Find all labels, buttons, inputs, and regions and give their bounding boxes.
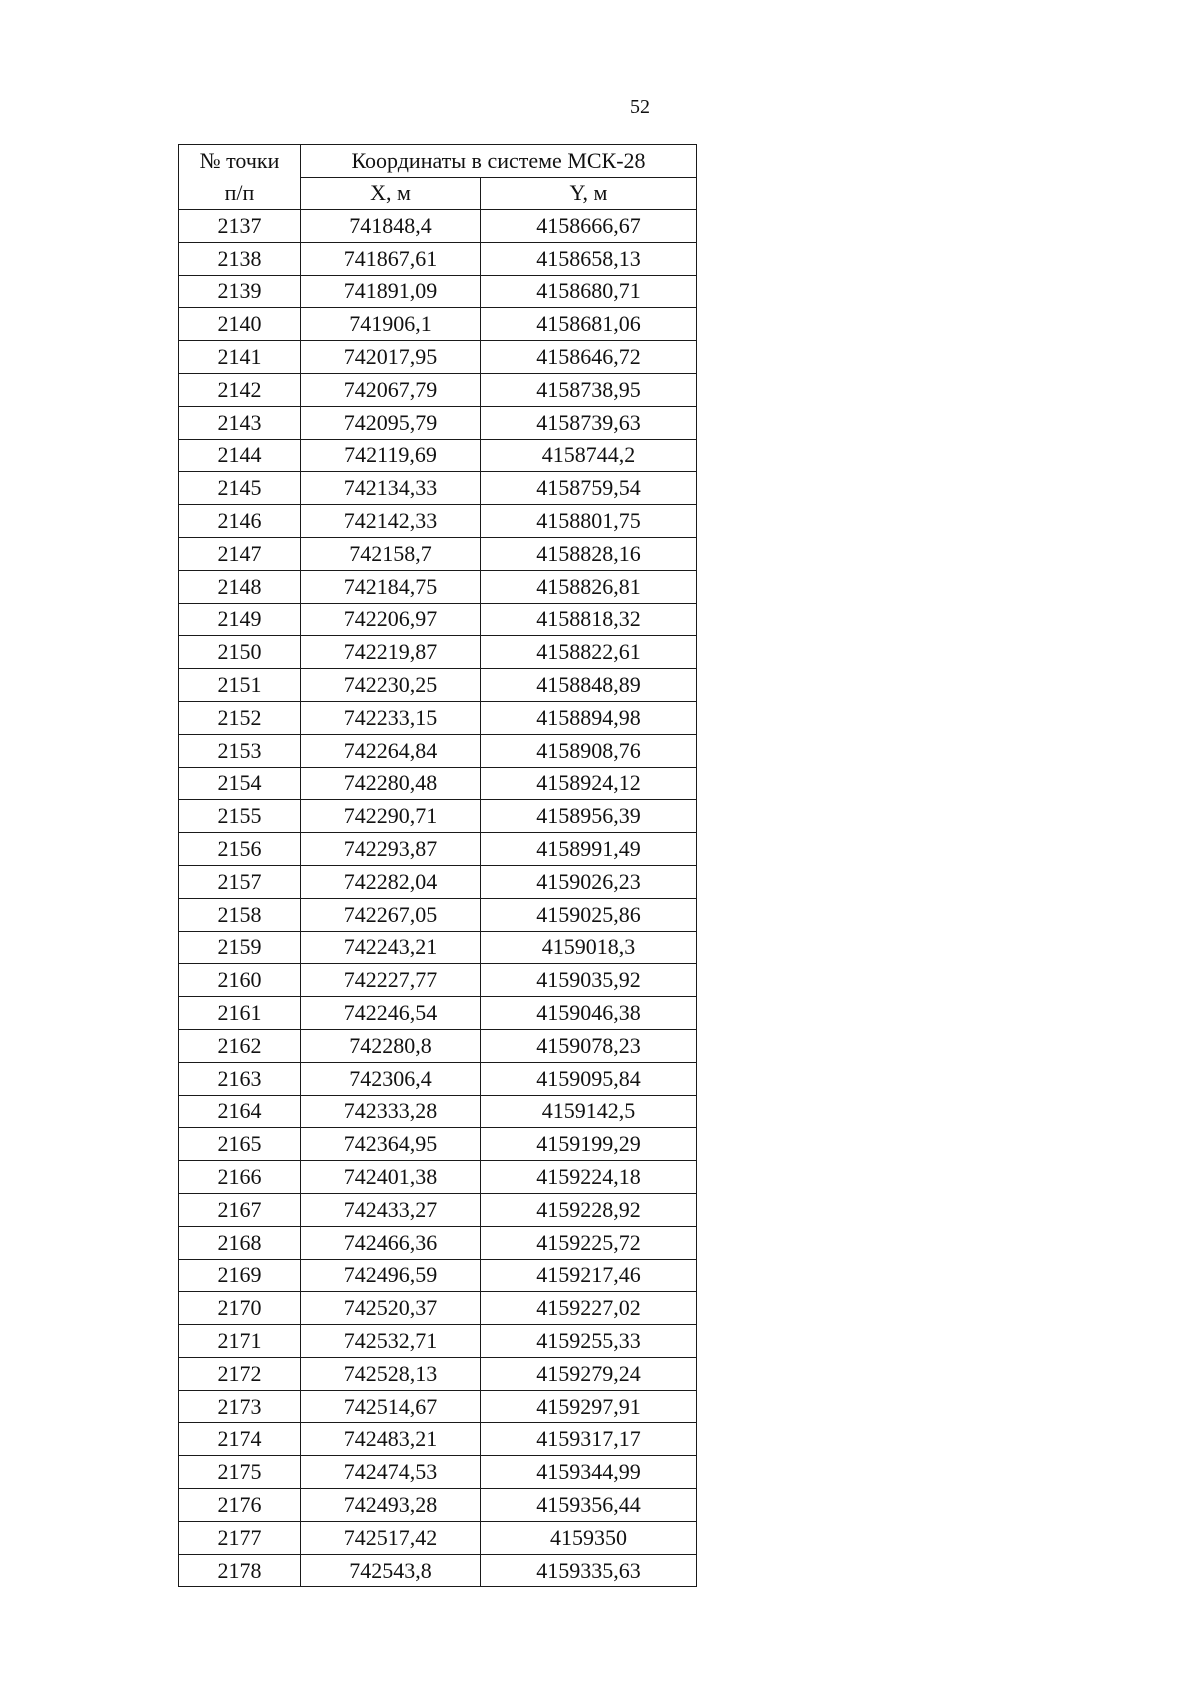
x-coordinate-cell: 742532,71: [301, 1325, 481, 1358]
y-coordinate-cell: 4159255,33: [481, 1325, 697, 1358]
x-coordinate-cell: 741867,61: [301, 242, 481, 275]
x-coordinate-cell: 742230,25: [301, 669, 481, 702]
y-coordinate-cell: 4158759,54: [481, 472, 697, 505]
y-coordinate-cell: 4159356,44: [481, 1489, 697, 1522]
point-number-cell: 2178: [179, 1554, 301, 1587]
table-row: [179, 898, 697, 931]
y-coordinate-cell: 4158991,49: [481, 833, 697, 866]
y-coordinate-cell: 4159095,84: [481, 1062, 697, 1095]
point-number-cell: 2143: [179, 406, 301, 439]
x-coordinate-cell: 742158,7: [301, 537, 481, 570]
y-coordinate-cell: 4158894,98: [481, 701, 697, 734]
table-row: [179, 373, 697, 406]
x-coordinate-cell: 742017,95: [301, 341, 481, 374]
x-coordinate-cell: 742496,59: [301, 1259, 481, 1292]
table-row: [179, 1357, 697, 1390]
point-number-cell: 2138: [179, 242, 301, 275]
coordinates-system-header: Координаты в системе МСК-28: [301, 145, 697, 178]
table-row: [179, 997, 697, 1030]
y-coordinate-cell: 4158681,06: [481, 308, 697, 341]
y-coordinate-cell: 4159297,91: [481, 1390, 697, 1423]
table-body: [179, 210, 697, 1587]
table-row: [179, 1554, 697, 1587]
y-coordinate-cell: 4158680,71: [481, 275, 697, 308]
y-coordinate-cell: 4158738,95: [481, 373, 697, 406]
y-coordinate-cell: 4159078,23: [481, 1029, 697, 1062]
y-coordinate-cell: 4158658,13: [481, 242, 697, 275]
y-coordinate-cell: 4158646,72: [481, 341, 697, 374]
y-coordinate-cell: 4159227,02: [481, 1292, 697, 1325]
point-number-cell: 2148: [179, 570, 301, 603]
table-row: [179, 1489, 697, 1522]
table-row: [179, 603, 697, 636]
y-coordinate-cell: 4159026,23: [481, 865, 697, 898]
point-number-cell: 2164: [179, 1095, 301, 1128]
table-header: [179, 145, 697, 210]
point-number-header-line1: № точки: [199, 148, 280, 173]
y-coordinate-cell: 4159225,72: [481, 1226, 697, 1259]
table-row: [179, 210, 697, 243]
point-number-cell: 2137: [179, 210, 301, 243]
table-row: [179, 1423, 697, 1456]
x-coordinate-cell: 742433,27: [301, 1193, 481, 1226]
table-row: [179, 1456, 697, 1489]
table-row: [179, 537, 697, 570]
point-number-cell: 2173: [179, 1390, 301, 1423]
x-coordinate-cell: 742528,13: [301, 1357, 481, 1390]
y-coordinate-cell: 4159279,24: [481, 1357, 697, 1390]
x-coordinate-cell: 741906,1: [301, 308, 481, 341]
table-row: [179, 1259, 697, 1292]
x-coordinate-cell: 742067,79: [301, 373, 481, 406]
y-column-header: Y, м: [481, 177, 697, 210]
x-coordinate-cell: 742233,15: [301, 701, 481, 734]
table-row: [179, 472, 697, 505]
point-number-cell: 2163: [179, 1062, 301, 1095]
point-number-cell: 2149: [179, 603, 301, 636]
y-coordinate-cell: 4159025,86: [481, 898, 697, 931]
point-number-cell: 2153: [179, 734, 301, 767]
y-coordinate-cell: 4159199,29: [481, 1128, 697, 1161]
point-number-cell: 2162: [179, 1029, 301, 1062]
x-coordinate-cell: 742282,04: [301, 865, 481, 898]
y-coordinate-cell: 4158739,63: [481, 406, 697, 439]
point-number-cell: 2157: [179, 865, 301, 898]
x-coordinate-cell: 742246,54: [301, 997, 481, 1030]
x-column-header: X, м: [301, 177, 481, 210]
point-number-cell: 2167: [179, 1193, 301, 1226]
x-coordinate-cell: 741891,09: [301, 275, 481, 308]
table-row: [179, 1292, 697, 1325]
x-coordinate-cell: 742483,21: [301, 1423, 481, 1456]
y-coordinate-cell: 4158822,61: [481, 636, 697, 669]
table-row: [179, 833, 697, 866]
point-number-cell: 2150: [179, 636, 301, 669]
x-coordinate-cell: 742280,48: [301, 767, 481, 800]
point-number-cell: 2165: [179, 1128, 301, 1161]
y-coordinate-cell: 4159228,92: [481, 1193, 697, 1226]
point-number-cell: 2141: [179, 341, 301, 374]
table-row: [179, 570, 697, 603]
x-coordinate-cell: 742280,8: [301, 1029, 481, 1062]
y-coordinate-cell: 4159317,17: [481, 1423, 697, 1456]
point-number-cell: 2145: [179, 472, 301, 505]
x-coordinate-cell: 742206,97: [301, 603, 481, 636]
x-coordinate-cell: 742119,69: [301, 439, 481, 472]
point-number-cell: 2171: [179, 1325, 301, 1358]
y-coordinate-cell: 4158848,89: [481, 669, 697, 702]
table-row: [179, 308, 697, 341]
table-row: [179, 701, 697, 734]
x-coordinate-cell: 742466,36: [301, 1226, 481, 1259]
table-row: [179, 1193, 697, 1226]
x-coordinate-cell: 742401,38: [301, 1161, 481, 1194]
y-coordinate-cell: 4159344,99: [481, 1456, 697, 1489]
x-coordinate-cell: 742095,79: [301, 406, 481, 439]
table-row: [179, 636, 697, 669]
y-coordinate-cell: 4158908,76: [481, 734, 697, 767]
y-coordinate-cell: 4159046,38: [481, 997, 697, 1030]
x-coordinate-cell: 742184,75: [301, 570, 481, 603]
x-coordinate-cell: 742227,77: [301, 964, 481, 997]
x-coordinate-cell: 742520,37: [301, 1292, 481, 1325]
point-number-cell: 2161: [179, 997, 301, 1030]
point-number-cell: 2151: [179, 669, 301, 702]
table-row: [179, 341, 697, 374]
page-number: 52: [630, 96, 650, 118]
y-coordinate-cell: 4158801,75: [481, 505, 697, 538]
y-coordinate-cell: 4158666,67: [481, 210, 697, 243]
table-row: [179, 1390, 697, 1423]
point-number-cell: 2154: [179, 767, 301, 800]
table-row: [179, 800, 697, 833]
coordinates-table: [178, 144, 697, 1587]
y-coordinate-cell: 4158924,12: [481, 767, 697, 800]
x-coordinate-cell: 742267,05: [301, 898, 481, 931]
x-coordinate-cell: 742134,33: [301, 472, 481, 505]
point-number-cell: 2176: [179, 1489, 301, 1522]
point-number-cell: 2142: [179, 373, 301, 406]
table-row: [179, 734, 697, 767]
x-coordinate-cell: 742474,53: [301, 1456, 481, 1489]
y-coordinate-cell: 4158828,16: [481, 537, 697, 570]
point-number-header-line2: п/п: [224, 180, 255, 205]
x-coordinate-cell: 742493,28: [301, 1489, 481, 1522]
x-coordinate-cell: 742517,42: [301, 1521, 481, 1554]
y-coordinate-cell: 4159142,5: [481, 1095, 697, 1128]
table-row: [179, 1226, 697, 1259]
y-coordinate-cell: 4159035,92: [481, 964, 697, 997]
point-number-cell: 2147: [179, 537, 301, 570]
point-number-cell: 2175: [179, 1456, 301, 1489]
point-number-cell: 2155: [179, 800, 301, 833]
table-row: [179, 669, 697, 702]
x-coordinate-cell: 742364,95: [301, 1128, 481, 1161]
point-number-cell: 2169: [179, 1259, 301, 1292]
table-row: [179, 1128, 697, 1161]
point-number-cell: 2152: [179, 701, 301, 734]
y-coordinate-cell: 4159217,46: [481, 1259, 697, 1292]
x-coordinate-cell: 742219,87: [301, 636, 481, 669]
x-coordinate-cell: 742543,8: [301, 1554, 481, 1587]
table-row: [179, 931, 697, 964]
table-row: [179, 767, 697, 800]
x-coordinate-cell: 742264,84: [301, 734, 481, 767]
point-number-cell: 2139: [179, 275, 301, 308]
point-number-cell: 2168: [179, 1226, 301, 1259]
y-coordinate-cell: 4158818,32: [481, 603, 697, 636]
point-number-cell: 2156: [179, 833, 301, 866]
point-number-cell: 2174: [179, 1423, 301, 1456]
table-row: [179, 964, 697, 997]
table-row: [179, 1521, 697, 1554]
x-coordinate-cell: 742142,33: [301, 505, 481, 538]
point-number-cell: 2166: [179, 1161, 301, 1194]
point-number-cell: 2170: [179, 1292, 301, 1325]
table-row: [179, 275, 697, 308]
x-coordinate-cell: 741848,4: [301, 210, 481, 243]
x-coordinate-cell: 742293,87: [301, 833, 481, 866]
table-row: [179, 505, 697, 538]
y-coordinate-cell: 4158956,39: [481, 800, 697, 833]
point-number-cell: 2144: [179, 439, 301, 472]
point-number-cell: 2159: [179, 931, 301, 964]
point-number-cell: 2177: [179, 1521, 301, 1554]
table-row: [179, 1029, 697, 1062]
y-coordinate-cell: 4158744,2: [481, 439, 697, 472]
y-coordinate-cell: 4159018,3: [481, 931, 697, 964]
table-row: [179, 1161, 697, 1194]
table-row: [179, 865, 697, 898]
point-number-cell: 2140: [179, 308, 301, 341]
point-number-cell: 2172: [179, 1357, 301, 1390]
y-coordinate-cell: 4159224,18: [481, 1161, 697, 1194]
x-coordinate-cell: 742333,28: [301, 1095, 481, 1128]
y-coordinate-cell: 4159335,63: [481, 1554, 697, 1587]
point-number-header: [179, 145, 301, 210]
x-coordinate-cell: 742243,21: [301, 931, 481, 964]
table-row: [179, 439, 697, 472]
table-row: [179, 242, 697, 275]
point-number-cell: 2160: [179, 964, 301, 997]
table-row: [179, 406, 697, 439]
y-coordinate-cell: 4158826,81: [481, 570, 697, 603]
y-coordinate-cell: 4159350: [481, 1521, 697, 1554]
x-coordinate-cell: 742514,67: [301, 1390, 481, 1423]
x-coordinate-cell: 742306,4: [301, 1062, 481, 1095]
table-row: [179, 1095, 697, 1128]
point-number-cell: 2158: [179, 898, 301, 931]
table-row: [179, 1325, 697, 1358]
table-row: [179, 1062, 697, 1095]
point-number-cell: 2146: [179, 505, 301, 538]
x-coordinate-cell: 742290,71: [301, 800, 481, 833]
